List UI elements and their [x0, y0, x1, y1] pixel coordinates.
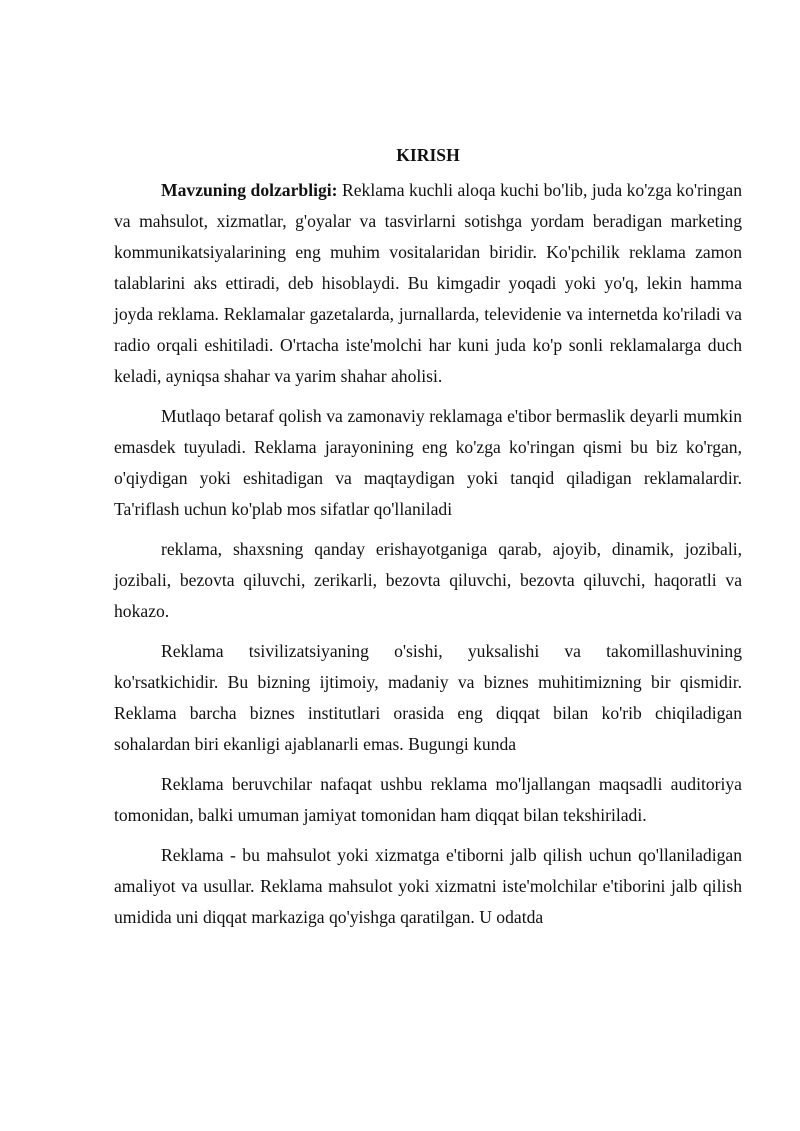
document-page	[114, 140, 742, 942]
paragraph-relevance	[114, 175, 742, 392]
page-title: KIRISH	[396, 145, 460, 165]
paragraph-text: Reklama kuchli aloqa kuchi bo'lib, juda ko'zga ko'ringan va mahsulot, xizmatlar, g'oyalar va tasvirlarni sotishga yordam beradigan marketing kommunikatsiyalarining eng muhim vositalaridan biridir. Ko'pchilik reklama zamon talablarini aks ettiradi, deb hisoblaydi. Bu kimgadir yoqadi yoki yo'q, lekin hamma joyda reklama. Reklamalar gazetalarda, jurnallarda, televidenie va internetda ko'riladi va radio orqali eshitiladi. O'rtacha iste'molchi har kuni juda ko'p sonli reklamalarga duch keladi, ayniqsa shahar va yarim shahar aholisi.	[114, 180, 742, 386]
paragraph-lead: Mavzuning dolzarbligi:	[161, 180, 338, 200]
paragraph: Reklama - bu mahsulot yoki xizmatga e'tiborni jalb qilish uchun qo'llaniladigan amaliyot va usullar. Reklama mahsulot yoki xizmatni iste'molchilar e'tiborini jalb qilish umidida uni diqqat markaziga qo'yishga qaratilgan. U odatda	[114, 845, 742, 927]
paragraph: Reklama tsivilizatsiyaning o'sishi, yuksalishi va takomillashuvining ko'rsatkichidir. Bu bizning ijtimoiy, madaniy va biznes muhitimizning bir qismidir. Reklama barcha biznes institutlari orasida eng diqqat bilan ko'rib chiqiladigan sohalardan biri ekanligi ajablanarli emas. Bugungi kunda	[114, 641, 742, 754]
paragraph: Mutlaqo betaraf qolish va zamonaviy reklamaga e'tibor bermaslik deyarli mumkin emasdek tuyuladi. Reklama jarayonining eng ko'zga ko'ringan qismi bu biz ko'rgan, o'qiydigan yoki eshitadigan va maqtaydigan yoki tanqid qiladigan reklamalardir. Ta'riflash uchun ko'plab mos sifatlar qo'llaniladi	[114, 406, 742, 519]
paragraph: Reklama beruvchilar nafaqat ushbu reklama mo'ljallangan maqsadli auditoriya tomonidan, balki umuman jamiyat tomonidan ham diqqat bilan tekshiriladi.	[114, 774, 742, 825]
paragraph: reklama, shaxsning qanday erishayotganiga qarab, ajoyib, dinamik, jozibali, jozibali, bezovta qiluvchi, zerikarli, bezovta qiluvchi, bezovta qiluvchi, haqoratli va hokazo.	[114, 539, 742, 621]
